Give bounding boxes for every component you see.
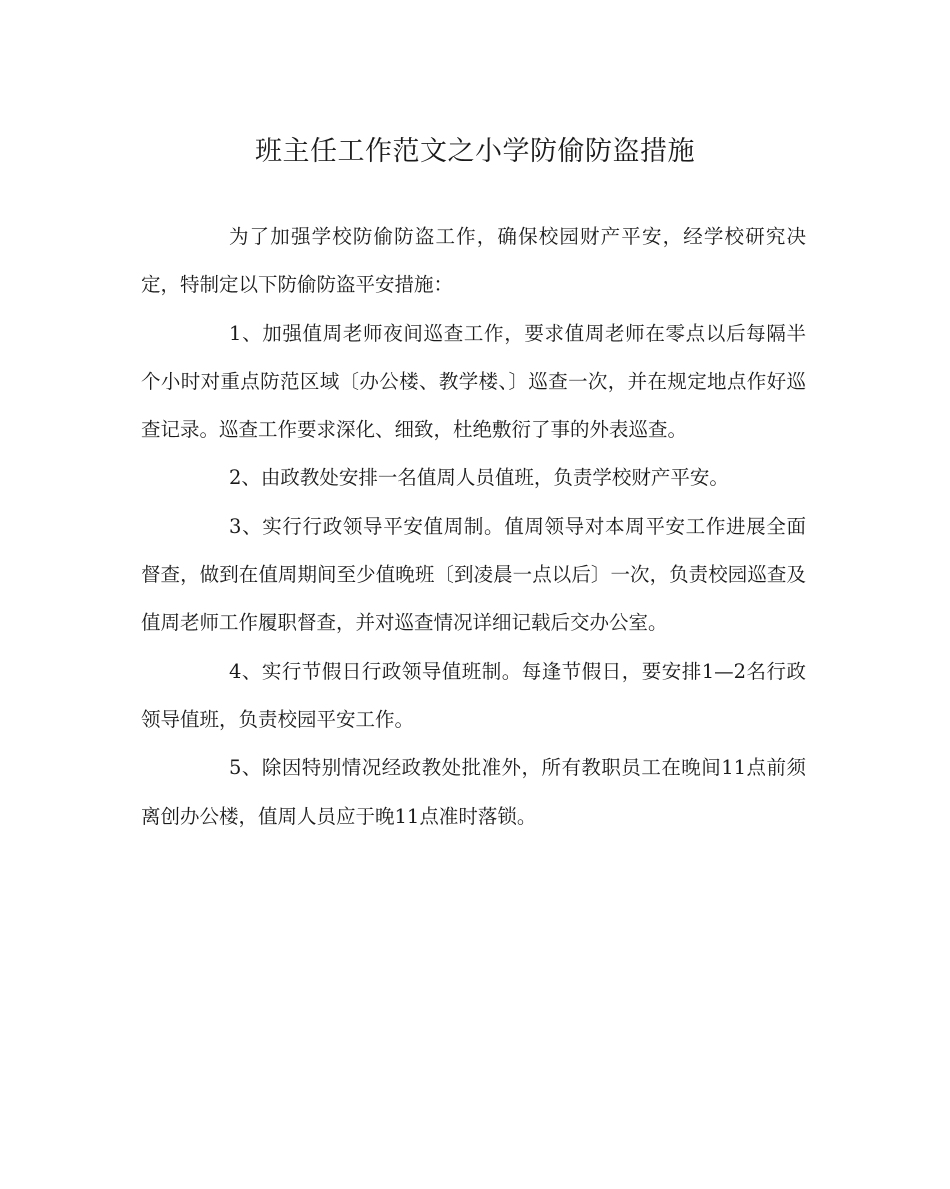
paragraph-item-5: 5、除因特别情况经政教处批准外，所有教职员工在晚间11点前须离创办公楼，值周人员应于晚11点准时落锁。 xyxy=(141,756,806,828)
paragraph-item-3: 3、实行行政领导平安值周制。值周领导对本周平安工作进展全面督查，做到在值周期间至少值晚班〔到凌晨一点以后〕一次，负责校园巡查及值周老师工作履职督查，并对巡查情况详细记载后交办公室。 xyxy=(141,514,806,635)
paragraph-item-1: 1、加强值周老师夜间巡查工作，要求值周老师在零点以后每隔半个小时对重点防范区域〔办公楼、教学楼、〕巡查一次，并在规定地点作好巡查记录。巡查工作要求深化、细致，杜绝敷衍了事的外表巡查。 xyxy=(141,321,806,442)
document-title: 班主任工作范文之小学防偷防盗措施 xyxy=(255,136,695,167)
paragraph-item-2: 2、由政教处安排一名值周人员值班，负责学校财产平安。 xyxy=(229,466,729,490)
paragraph-intro: 为了加强学校防偷防盗工作，确保校园财产平安，经学校研究决定，特制定以下防偷防盗平安措施： xyxy=(141,225,806,297)
paragraph-item-4: 4、实行节假日行政领导值班制。每逢节假日，要安排1—2名行政领导值班，负责校园平安工作。 xyxy=(141,659,806,731)
document-body xyxy=(141,213,806,841)
